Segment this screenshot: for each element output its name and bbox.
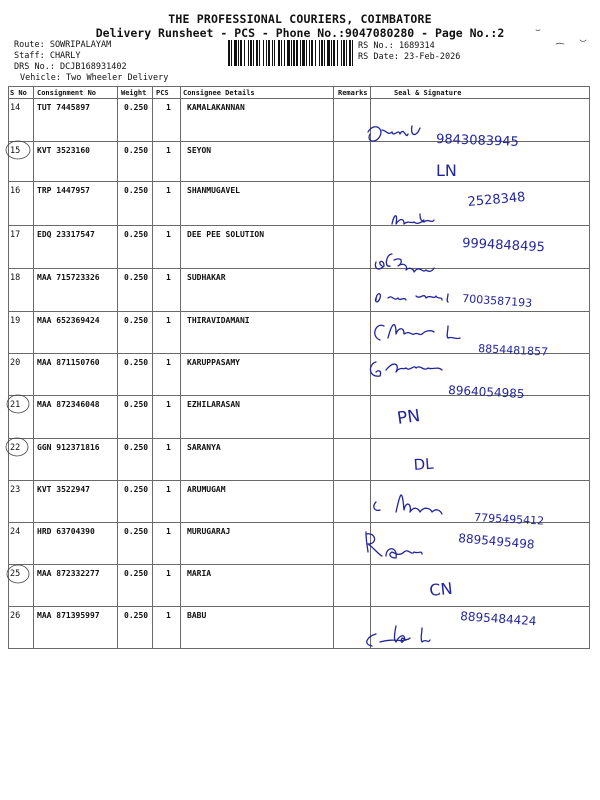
handwriting-row20: 8964054985 <box>447 383 525 401</box>
table-rule-horizontal <box>8 395 590 396</box>
table-rule-horizontal <box>8 86 590 87</box>
handwriting-row15: LN <box>436 161 457 180</box>
barcode-bar <box>333 40 335 66</box>
cell-weight: 0.250 <box>124 358 149 367</box>
handwriting-row19b: 8854481857 <box>477 342 549 359</box>
signature-row18 <box>375 294 448 302</box>
table-rule-horizontal <box>8 480 590 481</box>
cell-pcs: 1 <box>166 103 171 112</box>
barcode-bar <box>302 40 305 66</box>
barcode-bar <box>296 40 298 66</box>
cell-weight: 0.250 <box>124 273 149 282</box>
table-rule-horizontal <box>8 564 590 565</box>
handwriting-row26: 8895484424 <box>459 609 537 629</box>
cell-consignment: MAA 872346048 <box>37 400 100 409</box>
barcode-bar <box>250 40 252 66</box>
barcode-bar <box>268 40 270 66</box>
cell-weight: 0.250 <box>124 316 149 325</box>
barcode-bar <box>256 40 258 66</box>
cell-consignment: GGN 912371816 <box>37 443 100 452</box>
cell-sno: 18 <box>10 273 21 283</box>
cell-pcs: 1 <box>166 569 171 578</box>
cell-pcs: 1 <box>166 358 171 367</box>
cell-consignment: TUT 7445897 <box>37 103 90 112</box>
table-rule-horizontal <box>8 648 590 649</box>
table-rule-vertical <box>152 86 153 649</box>
barcode-bar <box>244 40 245 66</box>
cell-consignment: HRD 63704390 <box>37 527 95 536</box>
barcode-icon <box>228 40 356 66</box>
barcode-bar <box>309 40 310 66</box>
cell-consignee: THIRAVIDAMANI <box>187 316 250 325</box>
cell-sno: 20 <box>10 358 21 368</box>
cell-weight: 0.250 <box>124 485 149 494</box>
cell-consignment: KVT 3522947 <box>37 485 90 494</box>
handwriting-row22: DL <box>413 454 435 474</box>
barcode-bar <box>352 40 353 66</box>
cell-consignee: DEE PEE SOLUTION <box>187 230 265 239</box>
cell-consignee: MARIA <box>187 569 212 578</box>
cell-sno: 19 <box>10 316 21 326</box>
cell-weight: 0.250 <box>124 611 149 620</box>
table-rule-vertical <box>180 86 181 649</box>
handwriting-row21: PN <box>395 405 422 429</box>
col-pcs: PCS <box>156 89 169 97</box>
barcode-bar <box>240 40 242 66</box>
table-rule-vertical <box>589 86 590 649</box>
table-rule-horizontal <box>8 225 590 226</box>
corner-scribble-2 <box>580 40 586 42</box>
signature-row16 <box>392 214 434 224</box>
barcode-bar <box>284 40 285 66</box>
signature-row24 <box>366 532 422 558</box>
barcode-bar <box>346 40 347 66</box>
barcode-bar <box>281 40 282 66</box>
cell-consignee: SHANMUGAVEL <box>187 186 240 195</box>
cell-consignment: MAA 652369424 <box>37 316 100 325</box>
barcode-bar <box>266 40 267 66</box>
handwriting-row16: 2528348 <box>467 189 527 210</box>
col-signature: Seal & Signature <box>394 89 462 97</box>
cell-sno: 15 <box>10 146 21 156</box>
signature-row14 <box>368 126 420 141</box>
cell-sno: 22 <box>10 443 21 453</box>
barcode-bar <box>300 40 301 66</box>
table-rule-horizontal <box>8 268 590 269</box>
cell-pcs: 1 <box>166 443 171 452</box>
table-rule-vertical <box>8 86 9 649</box>
cell-consignment: EDQ 23317547 <box>37 230 95 239</box>
barcode-bar <box>315 40 316 66</box>
rs-date: RS Date: 23-Feb-2026 <box>358 52 461 62</box>
table-rule-vertical <box>117 86 118 649</box>
cell-weight: 0.250 <box>124 527 149 536</box>
cell-weight: 0.250 <box>124 443 149 452</box>
cell-consignment: MAA 871150760 <box>37 358 100 367</box>
cell-pcs: 1 <box>166 611 171 620</box>
handwriting-row19a: 7003587193 <box>461 292 533 310</box>
barcode-bar <box>311 40 313 66</box>
cell-consignee: SUDHAKAR <box>187 273 226 282</box>
barcode-bar <box>278 40 280 66</box>
barcode-bar <box>238 40 239 66</box>
table-rule-horizontal <box>8 98 590 99</box>
barcode-bar <box>343 40 345 66</box>
vehicle-label: Vehicle: Two Wheeler Delivery <box>20 73 169 83</box>
barcode-bar <box>274 40 275 66</box>
cell-weight: 0.250 <box>124 186 149 195</box>
cell-consignee: BABU <box>187 611 207 620</box>
table-rule-vertical <box>370 86 371 649</box>
cell-sno: 21 <box>10 400 21 410</box>
handwriting-row17: 9994848495 <box>461 236 546 256</box>
cell-weight: 0.250 <box>124 103 149 112</box>
cell-consignee: EZHILARASAN <box>187 400 240 409</box>
company-title: THE PROFESSIONAL COURIERS, COIMBATORE <box>168 12 432 26</box>
cell-consignee: SEYON <box>187 146 212 155</box>
barcode-bar <box>331 40 332 66</box>
cell-pcs: 1 <box>166 186 171 195</box>
cell-pcs: 1 <box>166 273 171 282</box>
handwriting-row25: CN <box>428 578 454 600</box>
barcode-bar <box>341 40 342 66</box>
cell-consignment: MAA 715723326 <box>37 273 100 282</box>
cell-sno: 16 <box>10 186 21 196</box>
cell-sno: 23 <box>10 485 21 495</box>
cell-consignment: MAA 872332277 <box>37 569 100 578</box>
col-remarks: Remarks <box>338 89 368 97</box>
handwriting-row23: 7795495412 <box>473 511 545 528</box>
barcode-bar <box>327 40 330 66</box>
cell-sno: 17 <box>10 230 21 240</box>
col-weight: Weight <box>121 89 147 97</box>
rs-number: RS No.: 1689314 <box>358 41 435 51</box>
staff-label: Staff: CHARLY <box>14 51 81 61</box>
cell-pcs: 1 <box>166 527 171 536</box>
table-rule-horizontal <box>8 141 590 142</box>
cell-pcs: 1 <box>166 400 171 409</box>
table-rule-horizontal <box>8 606 590 607</box>
cell-pcs: 1 <box>166 230 171 239</box>
drs-number: DRS No.: DCJB168931402 <box>14 62 127 72</box>
barcode-bar <box>321 40 323 66</box>
cell-pcs: 1 <box>166 316 171 325</box>
barcode-bar <box>337 40 338 66</box>
barcode-bar <box>293 40 295 66</box>
runsheet-subtitle: Delivery Runsheet - PCS - Phone No.:9047080280 - Page No.:2 <box>95 26 505 40</box>
table-rule-horizontal <box>8 353 590 354</box>
handwriting-row24: 8895495498 <box>457 531 536 552</box>
cell-consignee: KAMALAKANNAN <box>187 103 245 112</box>
barcode-bar <box>234 40 237 66</box>
cell-consignee: MURUGARAJ <box>187 527 231 536</box>
col-consignment: Consignment No <box>37 89 97 97</box>
barcode-bar <box>287 40 290 66</box>
table-rule-horizontal <box>8 522 590 523</box>
cell-weight: 0.250 <box>124 569 149 578</box>
table-rule-vertical <box>333 86 334 649</box>
cell-consignee: KARUPPASAMY <box>187 358 240 367</box>
corner-scribble-1 <box>556 43 564 44</box>
cell-pcs: 1 <box>166 485 171 494</box>
cell-consignment: MAA 871395997 <box>37 611 100 620</box>
signature-row19 <box>375 325 460 340</box>
barcode-bar <box>253 40 254 66</box>
barcode-bar <box>319 40 320 66</box>
barcode-bar <box>306 40 307 66</box>
signature-row20 <box>370 362 442 376</box>
barcode-bar <box>228 40 230 66</box>
cell-weight: 0.250 <box>124 400 149 409</box>
signature-row17 <box>375 254 434 272</box>
barcode-bar <box>231 40 232 66</box>
cell-consignment: KVT 3523160 <box>37 146 90 155</box>
barcode-bar <box>324 40 325 66</box>
barcode-bar <box>248 40 249 66</box>
barcode-bar <box>291 40 292 66</box>
col-consignee: Consignee Details <box>183 89 255 97</box>
table-rule-vertical <box>33 86 34 649</box>
signature-row26 <box>367 626 430 646</box>
col-sno: S No <box>10 89 27 97</box>
cell-weight: 0.250 <box>124 146 149 155</box>
cell-consignee: SARANYA <box>187 443 221 452</box>
cell-consignee: ARUMUGAM <box>187 485 226 494</box>
barcode-bar <box>263 40 264 66</box>
cell-sno: 14 <box>10 103 21 113</box>
signature-row23 <box>374 495 442 514</box>
cell-weight: 0.250 <box>124 230 149 239</box>
cell-sno: 26 <box>10 611 21 621</box>
table-rule-horizontal <box>8 181 590 182</box>
route-label: Route: SOWRIPALAYAM <box>14 40 112 50</box>
barcode-bar <box>272 40 273 66</box>
cell-consignment: TRP 1447957 <box>37 186 90 195</box>
cell-pcs: 1 <box>166 146 171 155</box>
barcode-bar <box>259 40 260 66</box>
handwriting-row14: 9843083945 <box>435 132 520 150</box>
cell-sno: 25 <box>10 569 21 579</box>
cell-sno: 24 <box>10 527 21 537</box>
barcode-bar <box>349 40 351 66</box>
table-rule-horizontal <box>8 438 590 439</box>
table-rule-horizontal <box>8 311 590 312</box>
